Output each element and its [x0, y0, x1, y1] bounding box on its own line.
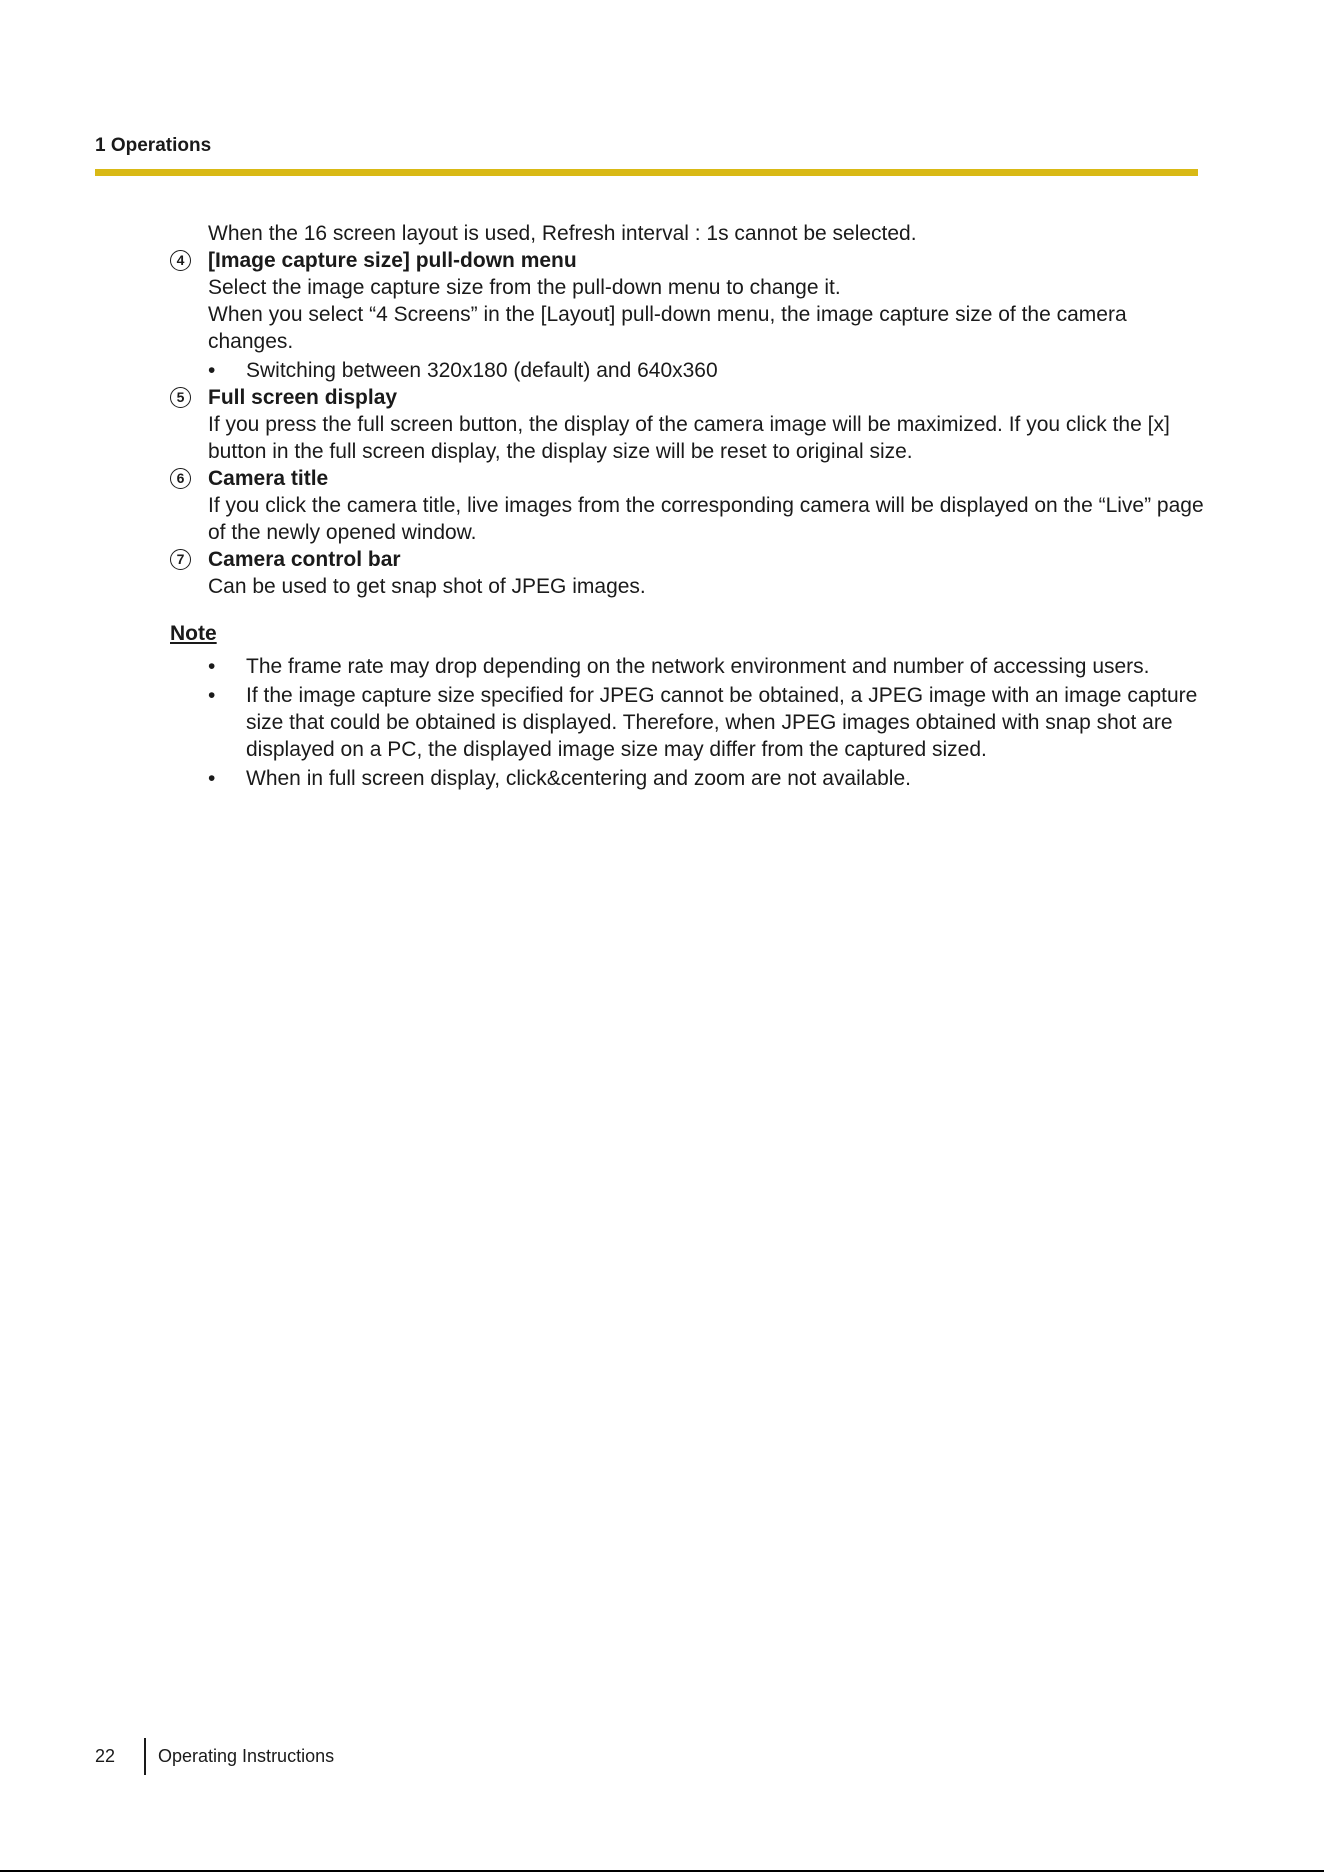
- bullet-dot-icon: •: [208, 767, 216, 790]
- bullet-dot-icon: •: [208, 655, 216, 678]
- main-content: [170, 220, 1210, 794]
- item-bullet: [208, 357, 1210, 384]
- bullet-dot-icon: •: [208, 684, 216, 707]
- footer-doc-title: Operating Instructions: [158, 1746, 335, 1766]
- note-bullet-text: When in full screen display, click&centering and zoom are not available.: [246, 767, 911, 790]
- note-bullet-text: If the image capture size specified for JPEG cannot be obtained, a JPEG image with an image capture size that could be obtained is displayed. Therefore, when JPEG images obtained with snap shot are displayed on a PC, the displayed image size may differ from the captured sized.: [246, 684, 1198, 761]
- item-text: If you press the full screen button, the display of the camera image will be maximized. If you click the [x] button in the full screen display, the display size will be reset to original size.: [208, 413, 1170, 463]
- item-number-badge: 4: [170, 250, 191, 271]
- item-camera-control-bar: [170, 546, 1210, 600]
- intro-line: When the 16 screen layout is used, Refresh interval : 1s cannot be selected.: [208, 222, 917, 245]
- note-bullet: [208, 765, 1210, 792]
- note-bullet: [208, 653, 1210, 680]
- footer-divider: [144, 1738, 146, 1775]
- note-list: [208, 653, 1210, 792]
- item-text: Can be used to get snap shot of JPEG images.: [208, 575, 646, 598]
- bullet-dot-icon: •: [208, 359, 216, 382]
- item-text: Select the image capture size from the pull-down menu to change it.: [208, 276, 841, 299]
- item-title: Full screen display: [208, 386, 398, 409]
- item-text: When you select “4 Screens” in the [Layout] pull-down menu, the image capture size of the camera changes.: [208, 303, 1127, 353]
- item-number-badge: 7: [170, 549, 191, 570]
- item-number-badge: 5: [170, 387, 191, 408]
- note-bullet-text: The frame rate may drop depending on the network environment and number of accessing users.: [246, 655, 1150, 678]
- item-title: Camera title: [208, 467, 329, 490]
- note-bullet: [208, 682, 1210, 763]
- page-number: 22: [95, 1746, 116, 1766]
- item-text: If you click the camera title, live images from the corresponding camera will be displayed on the “Live” page of the newly opened window.: [208, 494, 1204, 544]
- header-rule: [95, 169, 1198, 176]
- item-bullet-text: Switching between 320x180 (default) and 640x360: [246, 359, 718, 382]
- item-image-capture-size: [170, 247, 1210, 384]
- item-title: [Image capture size] pull-down menu: [208, 249, 577, 272]
- item-full-screen-display: [170, 384, 1210, 465]
- item-number-badge: 6: [170, 468, 191, 489]
- note-heading: Note: [170, 622, 217, 645]
- section-title: 1 Operations: [95, 135, 212, 156]
- item-title: Camera control bar: [208, 548, 401, 571]
- item-camera-title: [170, 465, 1210, 546]
